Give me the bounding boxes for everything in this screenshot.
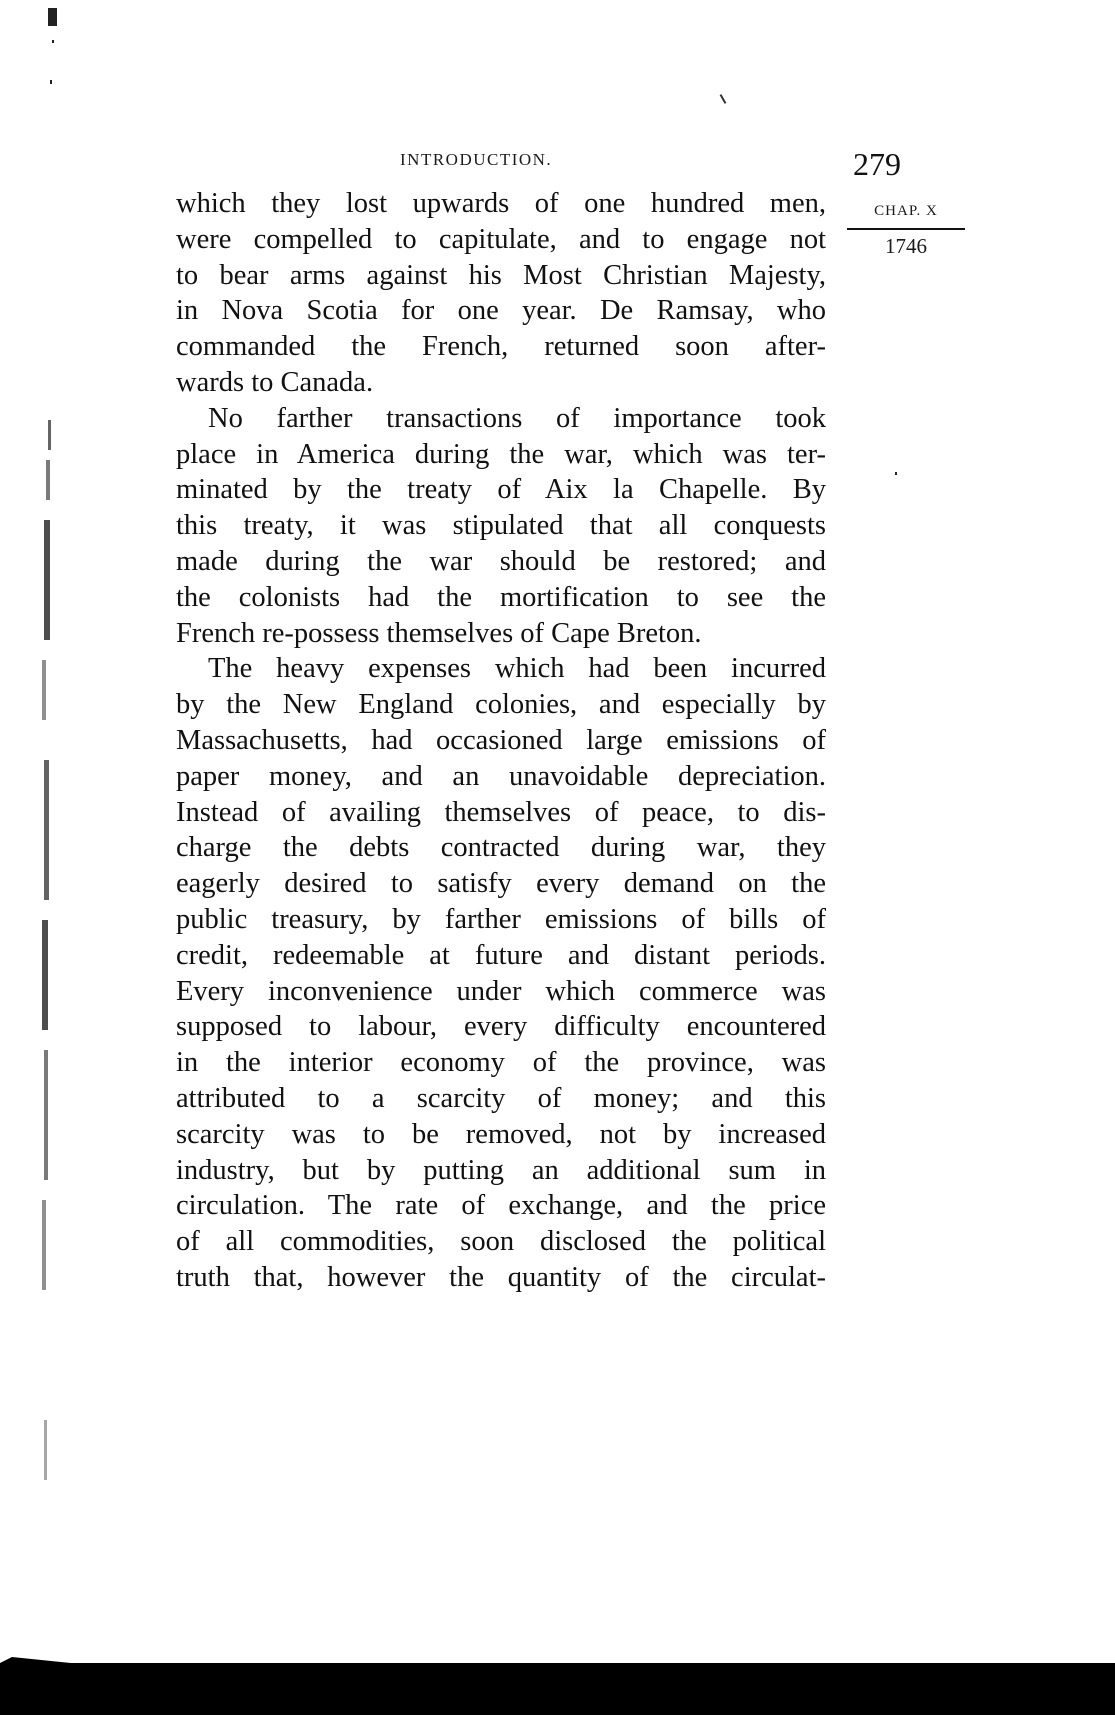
- running-head: INTRODUCTION.: [400, 150, 553, 169]
- text-line: truth that, however the quantity of the circulat-: [176, 1261, 826, 1293]
- text-line: commanded the French, returned soon after-: [176, 331, 826, 363]
- paragraph-1: [176, 186, 826, 401]
- text-line: industry, but by putting an additional sum in: [176, 1154, 826, 1186]
- body-text: [176, 186, 826, 1296]
- text-line: minated by the treaty of Aix la Chapelle. By: [176, 474, 826, 506]
- text-line: Every inconvenience under which commerce was: [176, 975, 826, 1007]
- text-line: French re-possess themselves of Cape Breton.: [176, 617, 702, 649]
- margin-rule: [847, 228, 965, 230]
- margin-note: [847, 203, 965, 259]
- text-line: made during the war should be restored; and: [176, 545, 826, 577]
- text-line: this treaty, it was stipulated that all conquests: [176, 510, 826, 542]
- text-line: in Nova Scotia for one year. De Ramsay, who: [176, 295, 826, 327]
- text-line: charge the debts contracted during war, they: [176, 832, 826, 864]
- text-line: No farther transactions of importance took: [208, 402, 826, 434]
- text-line: Massachusetts, had occasioned large emissions of: [176, 724, 826, 756]
- text-line: in the interior economy of the province, was: [176, 1047, 826, 1079]
- text-line: The heavy expenses which had been incurred: [208, 653, 826, 685]
- text-line: were compelled to capitulate, and to engage not: [176, 223, 826, 255]
- page-number: 279: [853, 146, 901, 182]
- margin-year: 1746: [885, 234, 927, 258]
- scan-bottom-edge: [0, 1663, 1115, 1715]
- text-line: supposed to labour, every difficulty encountered: [176, 1011, 826, 1043]
- scan-gutter-noise: [30, 0, 70, 1330]
- text-line: attributed to a scarcity of money; and this: [176, 1082, 826, 1114]
- text-line: circulation. The rate of exchange, and the price: [176, 1190, 826, 1222]
- paragraph-2: [176, 401, 826, 652]
- text-line: credit, redeemable at future and distant periods.: [176, 939, 826, 971]
- text-line: which they lost upwards of one hundred men,: [176, 188, 826, 219]
- text-line: paper money, and an unavoidable depreciation.: [176, 760, 826, 792]
- margin-chapter: CHAP. X: [874, 203, 938, 219]
- paragraph-3: [176, 651, 826, 1295]
- text-line: by the New England colonies, and especially by: [176, 689, 826, 721]
- text-line: public treasury, by farther emissions of bills of: [176, 903, 826, 935]
- text-line: eagerly desired to satisfy every demand on the: [176, 868, 826, 900]
- text-line: wards to Canada.: [176, 366, 374, 398]
- scan-speck: [895, 472, 897, 475]
- text-line: to bear arms against his Most Christian Majesty,: [176, 259, 826, 291]
- scan-mark: [720, 94, 727, 104]
- text-line: Instead of availing themselves of peace, to dis-: [176, 796, 826, 828]
- text-line: scarcity was to be removed, not by increased: [176, 1118, 826, 1150]
- text-line: place in America during the war, which was ter-: [176, 438, 826, 470]
- text-line: of all commodities, soon disclosed the political: [176, 1226, 826, 1258]
- text-line: the colonists had the mortification to see the: [176, 581, 826, 613]
